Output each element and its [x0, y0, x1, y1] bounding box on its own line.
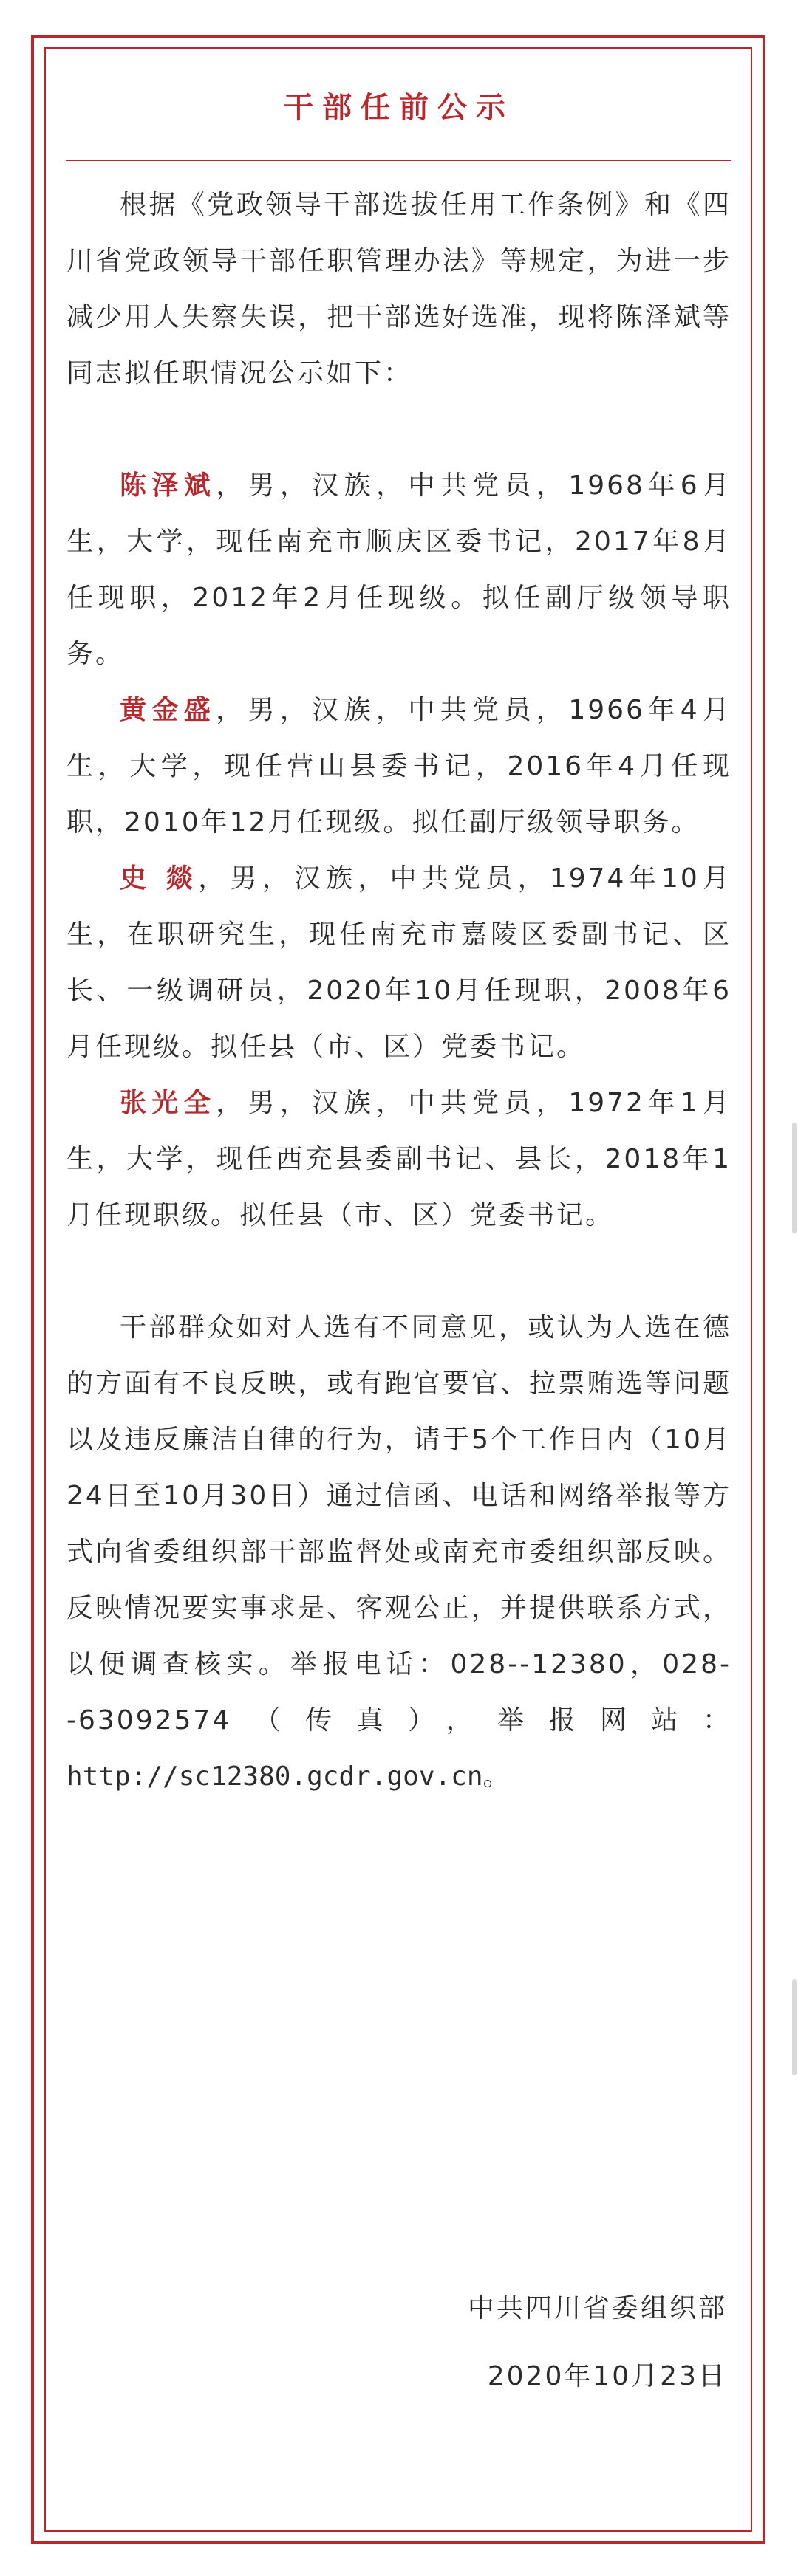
- report-website-link[interactable]: http://sc12380.gcdr.gov.cn。: [66, 1761, 510, 1792]
- candidate-details: ，男，汉族，中共党员，1966年4月生，大学，现任营山县委书记，2016年4月任现职，2010年12月任现级。拟任副厅级领导职务。: [66, 695, 732, 837]
- notice-body: [66, 177, 732, 1805]
- scroll-indicator[interactable]: [792, 1123, 797, 1233]
- issue-date: 2020年10月23日: [487, 2361, 727, 2391]
- signature-block: [468, 2275, 727, 2411]
- paragraph-gap: [66, 402, 732, 458]
- candidate-name: 张光全: [120, 1088, 216, 1118]
- title-divider: [66, 160, 732, 161]
- candidate-entry: [66, 1075, 732, 1244]
- closing-paragraph: [66, 1300, 732, 1805]
- candidate-entry: [66, 458, 732, 682]
- candidate-details: ，男，汉族，中共党员，1972年1月生，大学，现任西充县委副书记、县长，2018年1月任现职级。拟任县（市、区）党委书记。: [66, 1088, 732, 1230]
- candidate-name: 陈泽斌: [120, 470, 216, 501]
- candidate-name: 黄金盛: [120, 695, 216, 725]
- candidate-details: ，男，汉族，中共党员，1974年10月生，在职研究生，现任南充市嘉陵区委副书记、区长、一级调研员，2020年10月任现职，2008年6月任现级。拟任县（市、区）党委书记。: [66, 863, 732, 1062]
- candidate-name: 史 燚: [120, 863, 199, 894]
- candidate-entry: [66, 851, 732, 1075]
- candidate-entry: [66, 682, 732, 851]
- notice-title: 干部任前公示: [284, 91, 514, 125]
- closing-text: 干部群众如对人选有不同意见，或认为人选在德的方面有不良反映，或有跑官要官、拉票贿选等问题以及违反廉洁自律的行为，请于5个工作日内（10月24日至10月30日）通过信函、电话和网络举报等方式向省委组织部干部监督处或南充市委组织部反映。反映情况要实事求是、客观公正，并提供联系方式，以便调查核实。举报电话：028--12380，028--63092574（传真），举报网站：: [66, 1312, 732, 1736]
- scroll-indicator[interactable]: [792, 1979, 797, 2075]
- paragraph-gap: [66, 1244, 732, 1300]
- issuer-name: 中共四川省委组织部: [467, 2293, 727, 2323]
- intro-paragraph: 根据《党政领导干部选拔任用工作条例》和《四川省党政领导干部任职管理办法》等规定，为进一步减少用人失察失误，把干部选好选准，现将陈泽斌等同志拟任职情况公示如下：: [66, 190, 732, 388]
- candidate-details: ，男，汉族，中共党员，1968年6月生，大学，现任南充市顺庆区委书记，2017年8月任现职，2012年2月任现级。拟任副厅级领导职务。: [66, 470, 732, 669]
